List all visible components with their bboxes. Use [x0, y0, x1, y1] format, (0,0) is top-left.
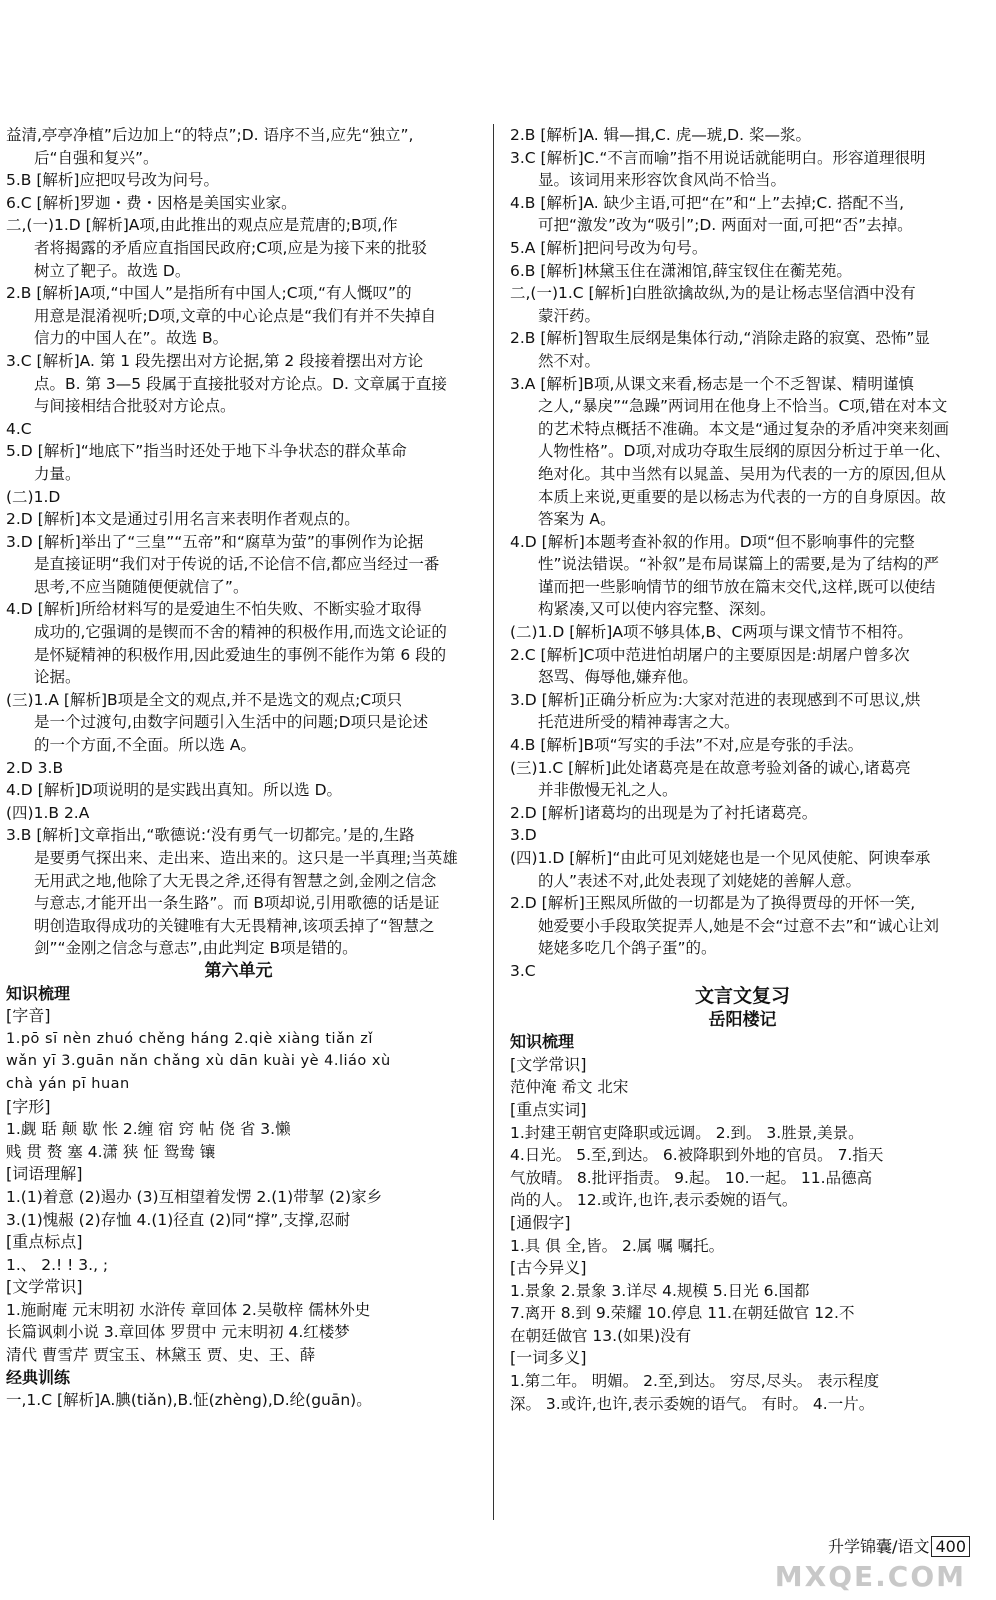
- left-column-line: 明创造取得成功的关键唯有大无畏精神,该项丢掉了“智慧之: [34, 916, 435, 935]
- left-column-line: [字形]: [6, 1096, 51, 1116]
- right-column-line: 答案为 A。: [538, 510, 616, 529]
- watermark: MXQE.COM: [774, 1560, 966, 1593]
- left-column-line: [重点标点]: [6, 1232, 83, 1252]
- left-column-line: 长篇讽刺小说 3.章回体 罗贯中 元末明初 4.红楼梦: [6, 1323, 350, 1342]
- right-column-line: 构紧凑,又可以使内容完整、深刻。: [538, 600, 776, 619]
- right-column-line: 气放晴。 8.批评指责。 9.起。 10.一起。 11.品德高: [510, 1168, 873, 1187]
- right-column-line: 3.A [解析]B项,从课文来看,杨志是一个不乏智谋、精明谨慎: [510, 374, 914, 393]
- left-column-line: 6.C [解析]罗迦・费・因格是美国实业家。: [6, 193, 297, 212]
- right-column-line: 怒骂、侮辱他,嫌弃他。: [538, 668, 698, 687]
- right-column-line: 性”说法错误。“补叙”是布局谋篇上的需要,是为了结构的严: [538, 555, 940, 574]
- left-column-line: 1.觑 聒 颠 歇 怅 2.缠 宿 窍 帖 侥 省 3.懒: [6, 1120, 291, 1139]
- left-column-line: 思考,不应当随随便便就信了”。: [34, 577, 249, 596]
- left-column-line: 树立了靶子。故选 D。: [34, 261, 191, 280]
- right-column-line: 人物性格”。D项,对成功夺取生辰纲的原因分析过于单一化、: [538, 442, 951, 461]
- left-column-line: 贱 贯 赘 塞 4.潇 狭 怔 鸳鸯 镶: [6, 1142, 216, 1161]
- left-column-line: 点。B. 第 3—5 段属于直接批驳对方论点。D. 文章属于直接: [34, 374, 447, 393]
- right-column-line: 她爱要小手段取笑捉弄人,她是不会“过意不去”和“诚心让刘: [538, 916, 940, 935]
- right-column-line: [文学常识]: [510, 1054, 587, 1074]
- left-column-line: 5.B [解析]应把叹号改为问号。: [6, 171, 219, 190]
- left-column-line: 2.D [解析]本文是通过引用名言来表明作者观点的。: [6, 510, 360, 529]
- right-column-line: 2.B [解析]A. 辑—揖,C. 虎—琥,D. 桨—浆。: [510, 126, 811, 144]
- left-column-line: 无用武之地,他除了大无畏之斧,还得有智慧之剑,金刚之信念: [34, 871, 437, 890]
- right-column-line: [一词多义]: [510, 1348, 587, 1368]
- left-column-line: 2.B [解析]A项,“中国人”是指所有中国人;C项,“有人慨叹”的: [6, 284, 412, 303]
- left-column-line: (三)1.A [解析]B项是全文的观点,并不是选文的观点;C项只: [6, 690, 403, 709]
- left-column-line: 3.B [解析]文章指出,“歌德说:‘没有勇气一切都完。’是的,生路: [6, 826, 415, 845]
- right-column: [510, 124, 975, 1415]
- left-column-line: 是直接证明“我们对于传说的话,不论信不信,都应当经过一番: [34, 555, 440, 574]
- left-column-line: 经典训练: [6, 1367, 71, 1387]
- left-column-line: 成功的,它强调的是锲而不舍的精神的积极作用,而选文论证的: [34, 623, 447, 642]
- right-column-line: 之人,“暴戾”“急躁”两词用在他身上不恰当。C项,错在对本文: [538, 397, 948, 416]
- left-column-line: 清代 曹雪芹 贾宝玉、林黛玉 贾、史、王、薛: [6, 1346, 316, 1365]
- right-column-line: 尚的人。 12.或许,也许,表示委婉的语气。: [510, 1191, 798, 1210]
- right-column-line: 1.景象 2.景象 3.详尽 4.规模 5.日光 6.国都: [510, 1281, 810, 1300]
- column-divider: [493, 124, 494, 1520]
- left-column-line: 3.(1)愧赧 (2)存恤 4.(1)径直 (2)同“撑”,支撑,忍耐: [6, 1210, 351, 1229]
- right-column-line: 3.D [解析]正确分析应为:大家对范进的表现感到不可思议,烘: [510, 690, 921, 709]
- left-column-line: 3.C [解析]A. 第 1 段先摆出对方论据,第 2 段接着摆出对方论: [6, 351, 424, 370]
- right-column-line: 1.封建王朝官吏降职或远调。 2.到。 3.胜景,美景。: [510, 1123, 864, 1142]
- right-column-line: 蒙汗药。: [538, 306, 601, 325]
- left-column-line: 是怀疑精神的积极作用,因此爱迪生的事例不能作为第 6 段的: [34, 645, 447, 664]
- right-column-line: 可把“激发”改为“吸引”;D. 两面对一面,可把“否”去掉。: [538, 216, 913, 235]
- left-column-line: 5.D [解析]“地底下”指当时还处于地下斗争状态的群众革命: [6, 442, 407, 461]
- left-column-line: 4.D [解析]D项说明的是实践出真知。所以选 D。: [6, 781, 343, 800]
- right-column-line: 2.D [解析]诸葛均的出现是为了衬托诸葛亮。: [510, 803, 818, 822]
- right-column-line: 4.D [解析]本题考查补叙的作用。D项“但不影响事件的完整: [510, 532, 915, 551]
- right-column-line: 并非傲慢无礼之人。: [538, 781, 678, 800]
- left-column-line: 是要勇气探出来、走出来、造出来的。这只是一半真理;当英雄: [34, 849, 458, 867]
- left-column-line: 第六单元: [204, 960, 273, 981]
- right-column-line: 4.日光。 5.至,到达。 6.被降职到外地的官员。 7.指天: [510, 1146, 884, 1165]
- right-column-line: (四)1.D [解析]“由此可见刘姥姥也是一个见风使舵、阿谀奉承: [510, 849, 931, 867]
- right-column-line: 4.B [解析]A. 缺少主语,可把“在”和“上”去掉;C. 搭配不当,: [510, 193, 905, 212]
- left-column-line: 二,(一)1.D [解析]A项,由此推出的观点应是荒唐的;B项,作: [6, 216, 398, 235]
- right-column-line: 3.C: [510, 961, 536, 980]
- right-column-line: 托范进所受的精神毒害之大。: [538, 713, 740, 732]
- left-column-line: (二)1.D: [6, 487, 61, 506]
- footer-book-label: 升学锦囊/语文: [828, 1537, 930, 1556]
- right-column-line: [古今异义]: [510, 1258, 587, 1278]
- right-column-line: 深。 3.或许,也许,表示委婉的语气。 有时。 4.一片。: [510, 1394, 875, 1413]
- left-column-line: 与间接相结合批驳对方论点。: [34, 397, 236, 416]
- right-column-line: 文言文复习: [694, 984, 790, 1007]
- right-column-line: 的人”表述不对,此处表现了刘姥姥的善解人意。: [538, 871, 861, 890]
- right-column-line: 4.B [解析]B项“写实的手法”不对,应是夸张的手法。: [510, 736, 864, 755]
- right-column-line: 5.A [解析]把问号改为句号。: [510, 238, 708, 257]
- left-column-line: [字音]: [6, 1006, 51, 1026]
- left-column-line: 后“自强和复兴”。: [34, 148, 159, 167]
- right-column-line: 谨而把一些影响情节的细节放在篇末交代,这样,既可以使结: [538, 577, 936, 596]
- left-column-line: (四)1.B 2.A: [6, 803, 90, 822]
- right-column-line: 显。该词用来形容饮食风尚不恰当。: [538, 171, 787, 190]
- right-column-line: 7.离开 8.到 9.荣耀 10.停息 11.在朝廷做官 12.不: [510, 1304, 855, 1323]
- right-column-line: 知识梳理: [510, 1032, 575, 1052]
- right-column-line: 的艺术特点概括不准确。本文是“通过复杂的矛盾冲突来刻画: [538, 419, 950, 438]
- left-column-line: 1.施耐庵 元末明初 水浒传 章回体 2.吴敬梓 儒林外史: [6, 1300, 371, 1319]
- left-column-line: 剑”“金刚之信念与意志”,由此判定 B项是错的。: [34, 939, 358, 958]
- left-column-line: 者将揭露的矛盾应直指国民政府;C项,应是为接下来的批驳: [34, 238, 427, 257]
- left-column-line: 4.D [解析]所给材料写的是爱迪生不怕失败、不断实验才取得: [6, 600, 422, 619]
- left-column-line: 用意是混淆视听;D项,文章的中心论点是“我们有并不失掉自: [34, 306, 437, 325]
- right-column-line: 3.D: [510, 826, 537, 845]
- right-column-line: [重点实词]: [510, 1099, 587, 1119]
- left-column-line: 论据。: [34, 668, 81, 687]
- page-footer: [828, 1534, 970, 1557]
- left-column: [6, 124, 471, 1412]
- left-column-line: 的一个方面,不全面。所以选 A。: [34, 736, 256, 755]
- right-column-line: 岳阳楼记: [708, 1009, 777, 1030]
- left-column-line: wǎn yī 3.guān nǎn chǎng xù dān kuài yè 4.liáo xù: [6, 1053, 391, 1070]
- right-column-line: (三)1.C [解析]此处诸葛亮是在故意考验刘备的诚心,诸葛亮: [510, 758, 911, 777]
- left-column-line: 2.D 3.B: [6, 758, 64, 777]
- left-column-line: 是一个过渡句,由数字问题引入生活中的问题;D项只是论述: [34, 713, 429, 732]
- right-column-line: 范仲淹 希文 北宋: [510, 1078, 629, 1097]
- left-column-line: 1.pō sī nèn zhuó chěng háng 2.qiè xiàng tiǎn zǐ: [6, 1030, 373, 1047]
- right-column-line: 1.具 俱 全,皆。 2.属 嘱 嘱托。: [510, 1236, 725, 1255]
- right-column-line: 然不对。: [538, 351, 601, 370]
- left-column-line: 信力的中国人在”。故选 B。: [34, 329, 229, 348]
- left-column-line: chà yán pī huan: [6, 1075, 130, 1092]
- left-column-line: 与意志,才能开出一条生路”。而 B项却说,引用歌德的话是证: [34, 894, 440, 913]
- right-column-line: 6.B [解析]林黛玉住在潇湘馆,薛宝钗住在蘅芜苑。: [510, 261, 852, 280]
- right-column-line: 3.C [解析]C.“不言而喻”指不用说话就能明白。形容道理很明: [510, 148, 926, 167]
- right-column-line: (二)1.D [解析]A项不够具体,B、C两项与课文情节不相符。: [510, 623, 913, 642]
- right-column-line: 2.C [解析]C项中范进怕胡屠户的主要原因是:胡屠户曾多次: [510, 645, 910, 664]
- left-column-line: 力量。: [34, 464, 81, 483]
- right-column-line: 2.B [解析]智取生辰纲是集体行动,“消除走路的寂寞、恐怖”显: [510, 329, 930, 348]
- right-column-line: 绝对化。其中当然有以晁盖、吴用为代表的一方的原因,但从: [538, 464, 946, 483]
- left-column-line: 知识梳理: [6, 983, 71, 1003]
- left-column-line: [词语理解]: [6, 1164, 83, 1184]
- right-column-line: 2.D [解析]王熙凤所做的一切都是为了换得贾母的开怀一笑,: [510, 894, 916, 913]
- left-column-line: 1.、 2.! ! 3., ;: [6, 1255, 109, 1274]
- left-column-line: 3.D [解析]举出了“三皇”“五帝”和“腐草为萤”的事例作为论据: [6, 532, 424, 551]
- left-column-line: 1.(1)着意 (2)遏办 (3)互相望着发愣 2.(1)带挈 (2)家乡: [6, 1187, 383, 1206]
- right-column-line: 姥姥多吃几个鸽子蛋”的。: [538, 939, 717, 958]
- left-column-line: 4.C: [6, 419, 32, 438]
- right-column-line: 在朝廷做官 13.(如果)没有: [510, 1326, 692, 1345]
- page-number: 400: [931, 1536, 970, 1557]
- left-column-line: 益清,亭亭净植”后边加上“的特点”;D. 语序不当,应先“独立”,: [6, 126, 414, 144]
- right-column-line: 本质上来说,更重要的是以杨志为代表的一方的自身原因。故: [538, 487, 946, 506]
- right-column-line: 二,(一)1.C [解析]白胜欲擒故纵,为的是让杨志坚信酒中没有: [510, 284, 916, 303]
- right-column-line: [通假字]: [510, 1212, 571, 1232]
- left-column-line: 一,1.C [解析]A.腆(tiǎn),B.怔(zhèng),D.纶(guān)。: [6, 1391, 372, 1410]
- right-column-line: 1.第二年。 明媚。 2.至,到达。 穷尽,尽头。 表示程度: [510, 1372, 880, 1391]
- left-column-line: [文学常识]: [6, 1277, 83, 1297]
